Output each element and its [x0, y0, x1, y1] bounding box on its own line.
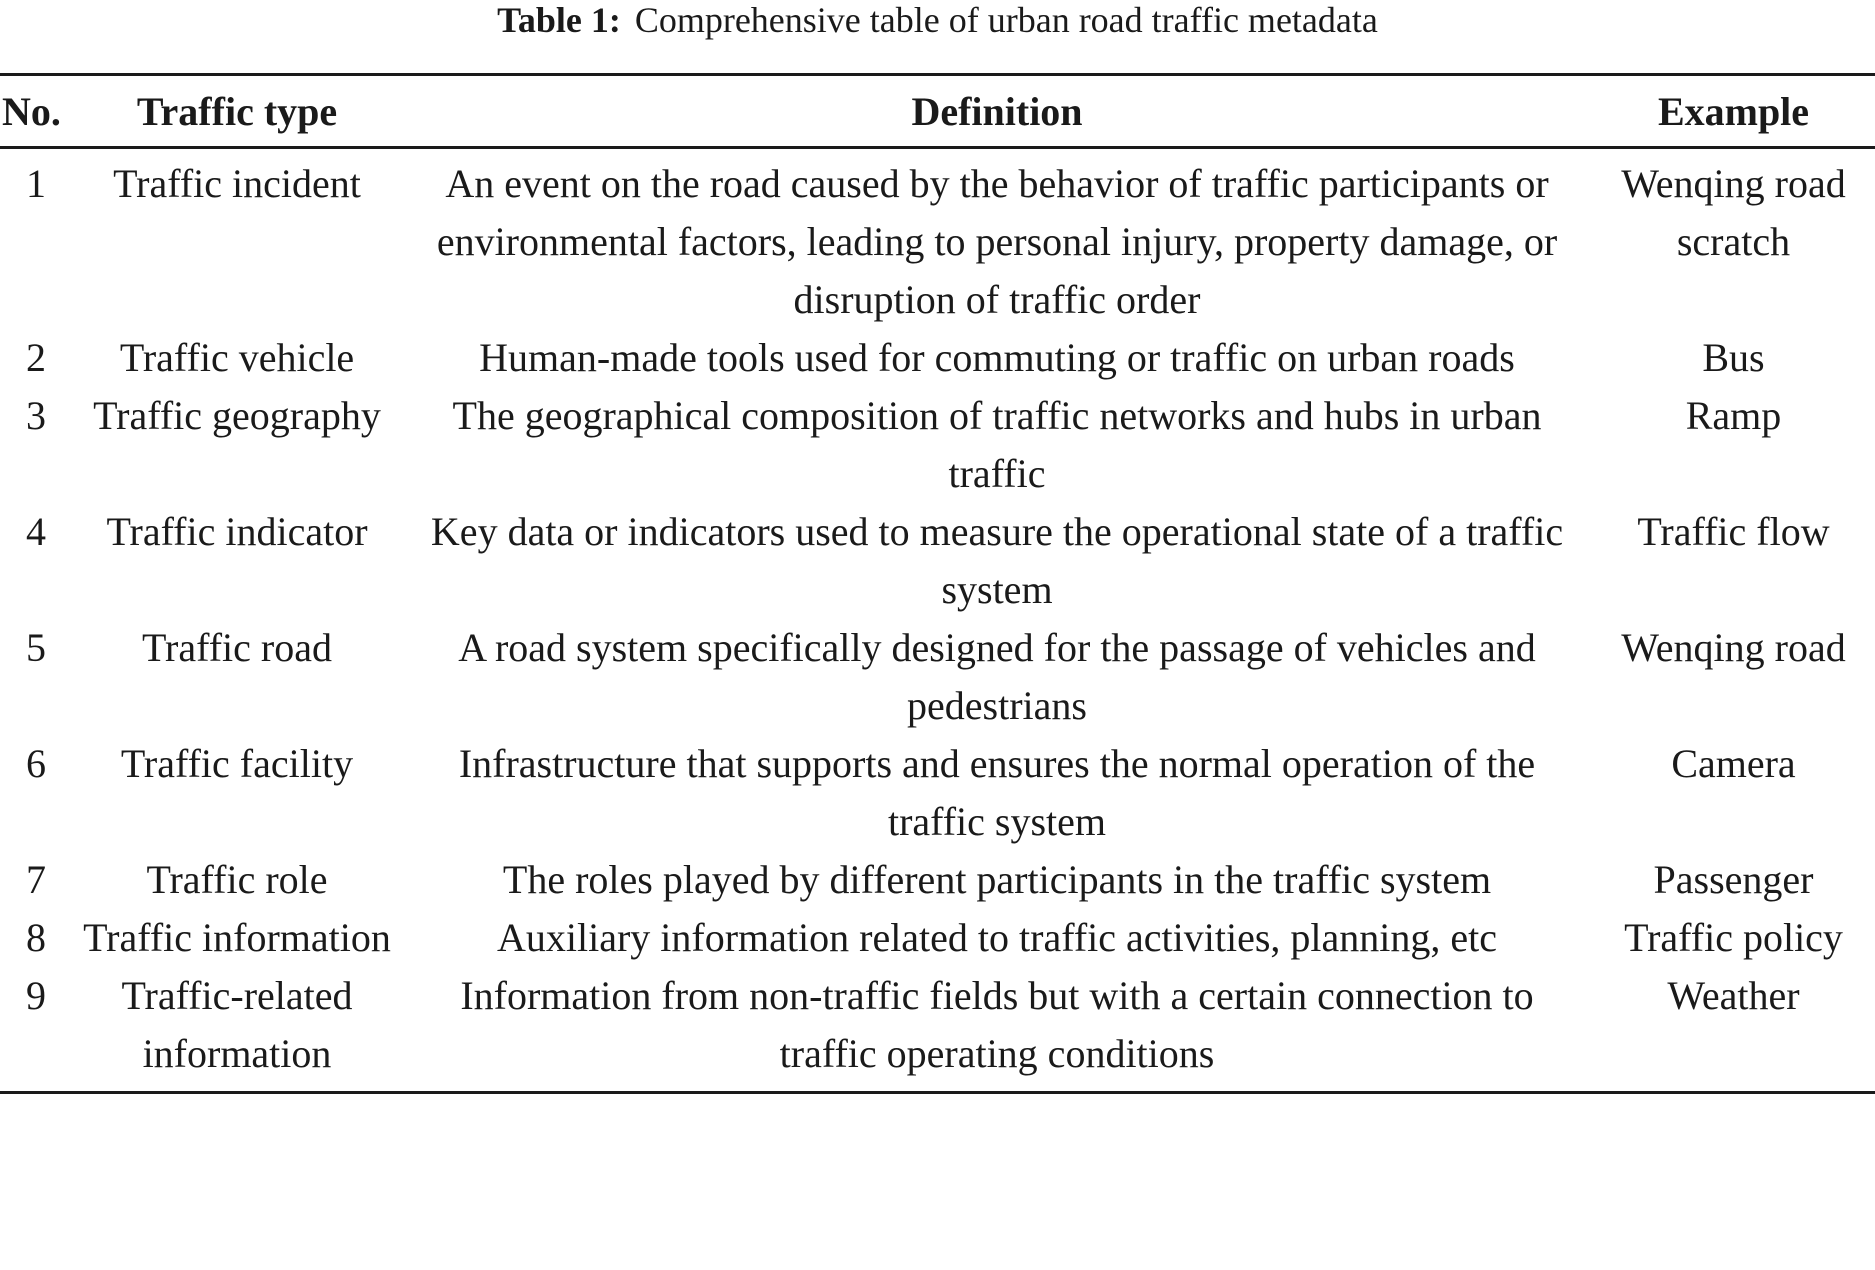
table-row	[0, 329, 1875, 387]
row-example: Traffic flow	[1637, 509, 1830, 554]
header-example: Example	[1657, 89, 1810, 134]
row-definition: Infrastructure that supports and ensures the normal operation of the traffic system	[458, 741, 1536, 844]
row-example: Camera	[1671, 741, 1796, 786]
row-traffic-type: Traffic vehicle	[119, 335, 355, 380]
row-traffic-type: Traffic facility	[120, 741, 354, 786]
row-no: 3	[26, 393, 46, 438]
row-example: Ramp	[1685, 393, 1782, 438]
row-definition: Auxiliary information related to traffic activities, planning, etc	[496, 915, 1498, 960]
row-no: 2	[26, 335, 46, 380]
table-row	[0, 909, 1875, 967]
table-caption	[0, 0, 1875, 40]
row-example: Traffic policy	[1624, 915, 1843, 960]
row-traffic-type: Traffic road	[142, 625, 332, 670]
row-definition: The roles played by different participants in the traffic system	[502, 857, 1492, 902]
table-row	[0, 735, 1875, 851]
row-no: 5	[26, 625, 46, 670]
table-caption-text: Comprehensive table of urban road traffic metadata	[634, 0, 1378, 40]
row-no: 6	[26, 741, 46, 786]
table-row	[0, 387, 1875, 503]
row-traffic-type: Traffic role	[146, 857, 328, 902]
row-definition: An event on the road caused by the behavior of traffic participants or environmental factors, leading to personal injury, property damage, or disruption of traffic order	[436, 161, 1558, 322]
table-row	[0, 619, 1875, 735]
table-caption-label: Table 1:	[497, 0, 621, 40]
row-definition: A road system specifically designed for the passage of vehicles and pedestrians	[458, 625, 1536, 728]
header-definition: Definition	[911, 89, 1083, 134]
table-row	[0, 967, 1875, 1093]
table-header-row	[0, 75, 1875, 148]
row-no: 4	[26, 509, 46, 554]
row-traffic-type: Traffic indicator	[106, 509, 368, 554]
row-example: Bus	[1702, 335, 1765, 380]
row-example: Weather	[1667, 973, 1800, 1018]
row-no: 9	[26, 973, 46, 1018]
row-example: Wenqing road scratch	[1621, 161, 1846, 264]
row-traffic-type: Traffic geography	[93, 393, 381, 438]
table-row	[0, 148, 1875, 330]
row-no: 8	[26, 915, 46, 960]
row-definition: Key data or indicators used to measure the operational state of a traffic system	[430, 509, 1564, 612]
metadata-table	[0, 73, 1875, 1094]
row-example: Wenqing road	[1621, 625, 1846, 670]
row-definition: Human-made tools used for commuting or traffic on urban roads	[479, 335, 1515, 380]
row-traffic-type: Traffic information	[83, 915, 391, 960]
row-example: Passenger	[1653, 857, 1814, 902]
row-definition: Information from non-traffic fields but with a certain connection to traffic operating conditions	[460, 973, 1534, 1076]
row-traffic-type: Traffic-related information	[121, 973, 353, 1076]
row-traffic-type: Traffic incident	[113, 161, 361, 206]
table-row	[0, 503, 1875, 619]
row-definition: The geographical composition of traffic networks and hubs in urban traffic	[452, 393, 1542, 496]
header-traffic-type: Traffic type	[136, 89, 338, 134]
header-no: No.	[2, 89, 61, 134]
row-no: 1	[26, 161, 46, 206]
table-row	[0, 851, 1875, 909]
row-no: 7	[26, 857, 46, 902]
